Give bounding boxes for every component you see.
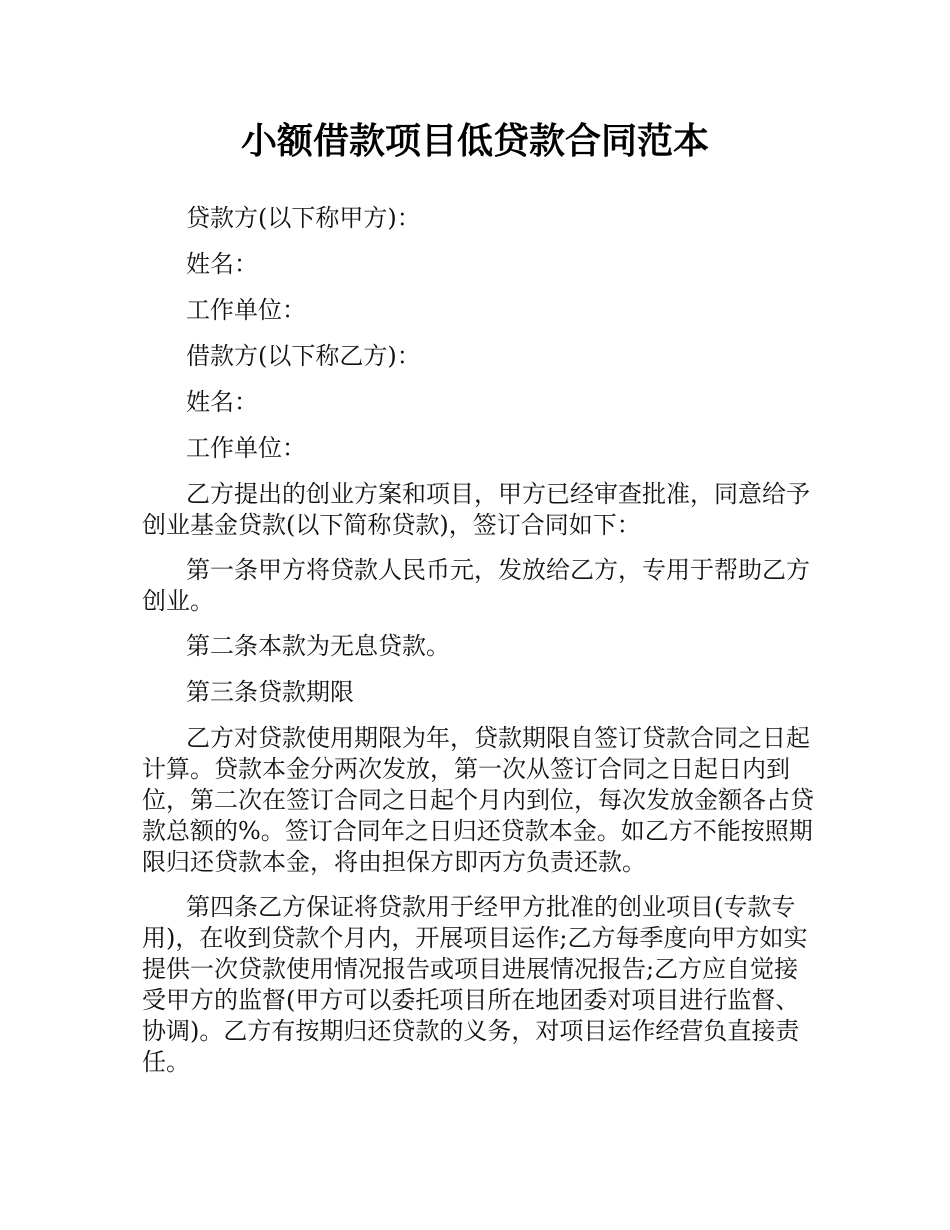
paragraph-article-3-heading: 第三条贷款期限 xyxy=(186,678,354,706)
document-body xyxy=(142,203,814,1092)
paragraph-article-2: 第二条本款为无息贷款。 xyxy=(186,632,450,660)
paragraph-borrower-label: 借款方(以下称乙方)： xyxy=(186,342,421,370)
paragraph-lender-name: 姓名： xyxy=(186,250,258,278)
paragraph-article-1: 第一条甲方将贷款人民币元，发放给乙方，专用于帮助乙方创业。 xyxy=(142,556,810,615)
paragraph-lender-label: 贷款方(以下称甲方)： xyxy=(186,204,421,232)
paragraph-lender-workplace: 工作单位： xyxy=(186,296,306,324)
paragraph-borrower-name: 姓名： xyxy=(186,388,258,416)
paragraph-borrower-workplace: 工作单位： xyxy=(186,434,306,462)
paragraph-article-4: 第四条乙方保证将贷款用于经甲方批准的创业项目(专款专用)，在收到贷款个月内，开展项目运作;乙方每季度向甲方如实提供一次贷款使用情况报告或项目进展情况报告;乙方应自觉接受甲方的监督(甲方可以委托项目所在地团委对项目进行监督、协调)。乙方有按期归还贷款的义务，对项目运作经营负直接责任。 xyxy=(142,893,808,1076)
document-title: 小额借款项目低贷款合同范本 xyxy=(240,121,709,162)
paragraph-article-3-body: 乙方对贷款使用期限为年，贷款期限自签订贷款合同之日起计算。贷款本金分两次发放，第一次从签订合同之日起日内到位，第二次在签订合同之日起个月内到位，每次发放金额各占贷款总额的%。签订合同年之日归还贷款本金。如乙方不能按照期限归还贷款本金，将由担保方即丙方负责还款。 xyxy=(142,724,814,876)
paragraph-preamble: 乙方提出的创业方案和项目，甲方已经审查批准，同意给予创业基金贷款(以下简称贷款)，签订合同如下： xyxy=(142,480,810,539)
